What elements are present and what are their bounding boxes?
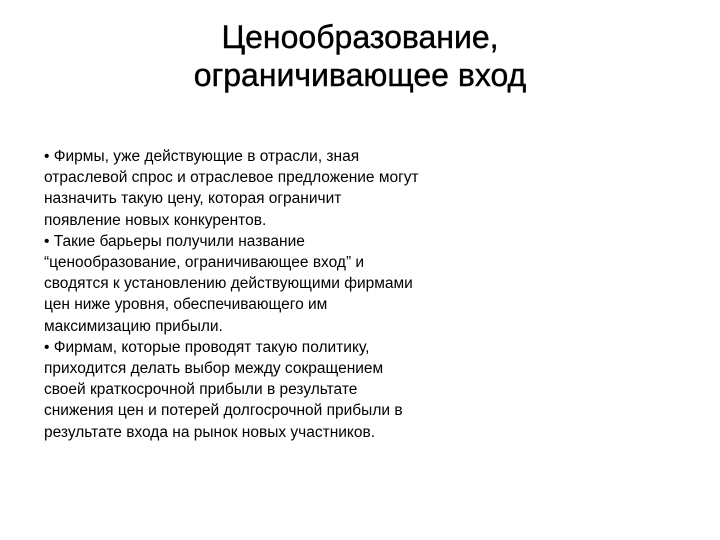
text-line: снижения цен и потерей долгосрочной прибыли в <box>44 402 403 420</box>
text-line: максимизацию прибыли. <box>44 317 223 335</box>
text-line: приходится делать выбор между сокращением <box>44 360 384 378</box>
title-line: ограничивающее вход <box>193 57 527 93</box>
text-line: появление новых конкурентов. <box>44 211 267 229</box>
text-line: назначить такую цену, которая ограничит <box>44 190 342 208</box>
title-line: Ценообразование, <box>221 19 499 55</box>
text-line: отраслевой спрос и отраслевое предложение могут <box>44 169 419 187</box>
text-line: результате входа на рынок новых участников. <box>44 423 376 441</box>
text-line: • Фирмы, уже действующие в отрасли, зная <box>44 148 360 165</box>
text-line: сводятся к установлению действующими фирмами <box>44 275 413 293</box>
bullet-paragraph <box>44 146 514 231</box>
text-line: “ценообразование, ограничивающее вход” и <box>44 254 365 272</box>
text-line: • Фирмам, которые проводят такую политику, <box>44 338 370 356</box>
bullet-paragraph <box>44 231 514 337</box>
bullet-paragraph <box>44 337 514 443</box>
text-line: цен ниже уровня, обеспечивающего им <box>44 296 328 314</box>
text-line: своей краткосрочной прибыли в результате <box>44 381 358 399</box>
text-line: • Такие барьеры получили название <box>44 232 305 250</box>
slide-body <box>44 146 514 443</box>
slide-title <box>60 18 660 94</box>
